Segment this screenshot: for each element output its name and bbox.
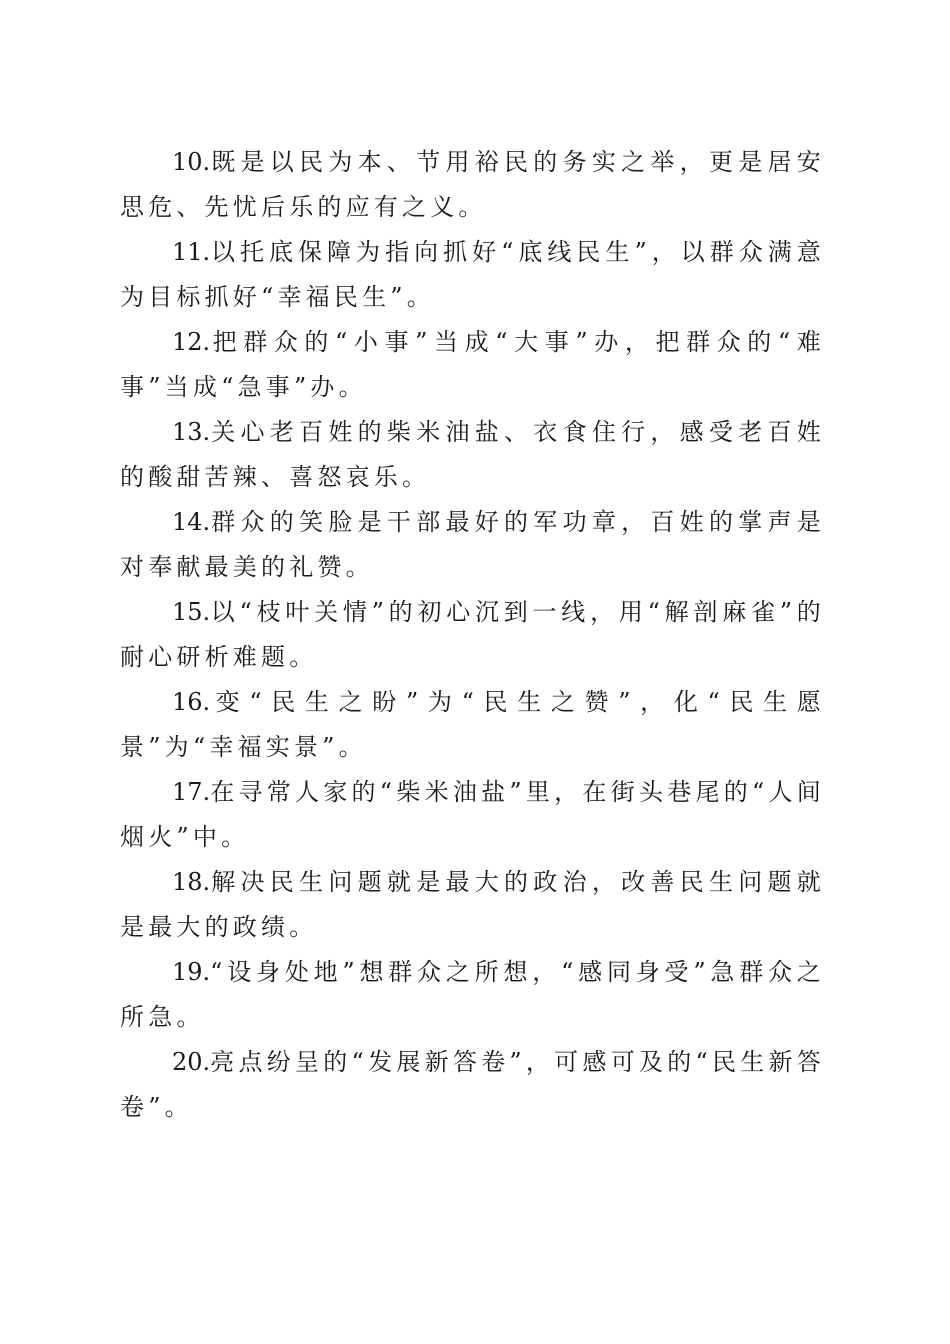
item-number: 10. <box>172 148 211 176</box>
list-item <box>120 590 825 680</box>
item-number: 14. <box>172 508 211 536</box>
item-text: 把群众的“小事”当成“大事”办，把群众的“难事”当成“急事”办。 <box>120 328 825 401</box>
list-item <box>120 140 825 230</box>
item-text: 群众的笑脸是干部最好的军功章，百姓的掌声是对奉献最美的礼赞。 <box>120 508 825 581</box>
item-number: 20. <box>172 1048 211 1076</box>
list-item <box>120 410 825 500</box>
item-text: 变“民生之盼”为“民生之赞”，化“民生愿景”为“幸福实景”。 <box>120 688 825 761</box>
item-number: 11. <box>172 238 211 266</box>
item-number: 15. <box>172 598 211 626</box>
list-item <box>120 500 825 590</box>
document-body <box>120 140 825 1130</box>
item-text: “设身处地”想群众之所想，“感同身受”急群众之所急。 <box>120 958 825 1031</box>
list-item <box>120 680 825 770</box>
list-item <box>120 320 825 410</box>
item-number: 16. <box>172 688 211 716</box>
item-number: 18. <box>172 868 211 896</box>
list-item <box>120 860 825 950</box>
list-item <box>120 1040 825 1130</box>
item-number: 19. <box>172 958 211 986</box>
item-text: 关心老百姓的柴米油盐、衣食住行，感受老百姓的酸甜苦辣、喜怒哀乐。 <box>120 418 825 491</box>
item-number: 13. <box>172 418 211 446</box>
item-text: 在寻常人家的“柴米油盐”里，在街头巷尾的“人间烟火”中。 <box>120 778 825 851</box>
list-item <box>120 770 825 860</box>
item-text: 以“枝叶关情”的初心沉到一线，用“解剖麻雀”的耐心研析难题。 <box>120 598 825 671</box>
list-item <box>120 230 825 320</box>
item-text: 解决民生问题就是最大的政治，改善民生问题就是最大的政绩。 <box>120 868 825 941</box>
item-text: 以托底保障为指向抓好“底线民生”，以群众满意为目标抓好“幸福民生”。 <box>120 238 825 311</box>
item-text: 亮点纷呈的“发展新答卷”，可感可及的“民生新答卷”。 <box>120 1048 825 1121</box>
list-item <box>120 950 825 1040</box>
item-number: 12. <box>172 328 211 356</box>
item-text: 既是以民为本、节用裕民的务实之举，更是居安思危、先忧后乐的应有之义。 <box>120 148 825 221</box>
item-number: 17. <box>172 778 211 806</box>
